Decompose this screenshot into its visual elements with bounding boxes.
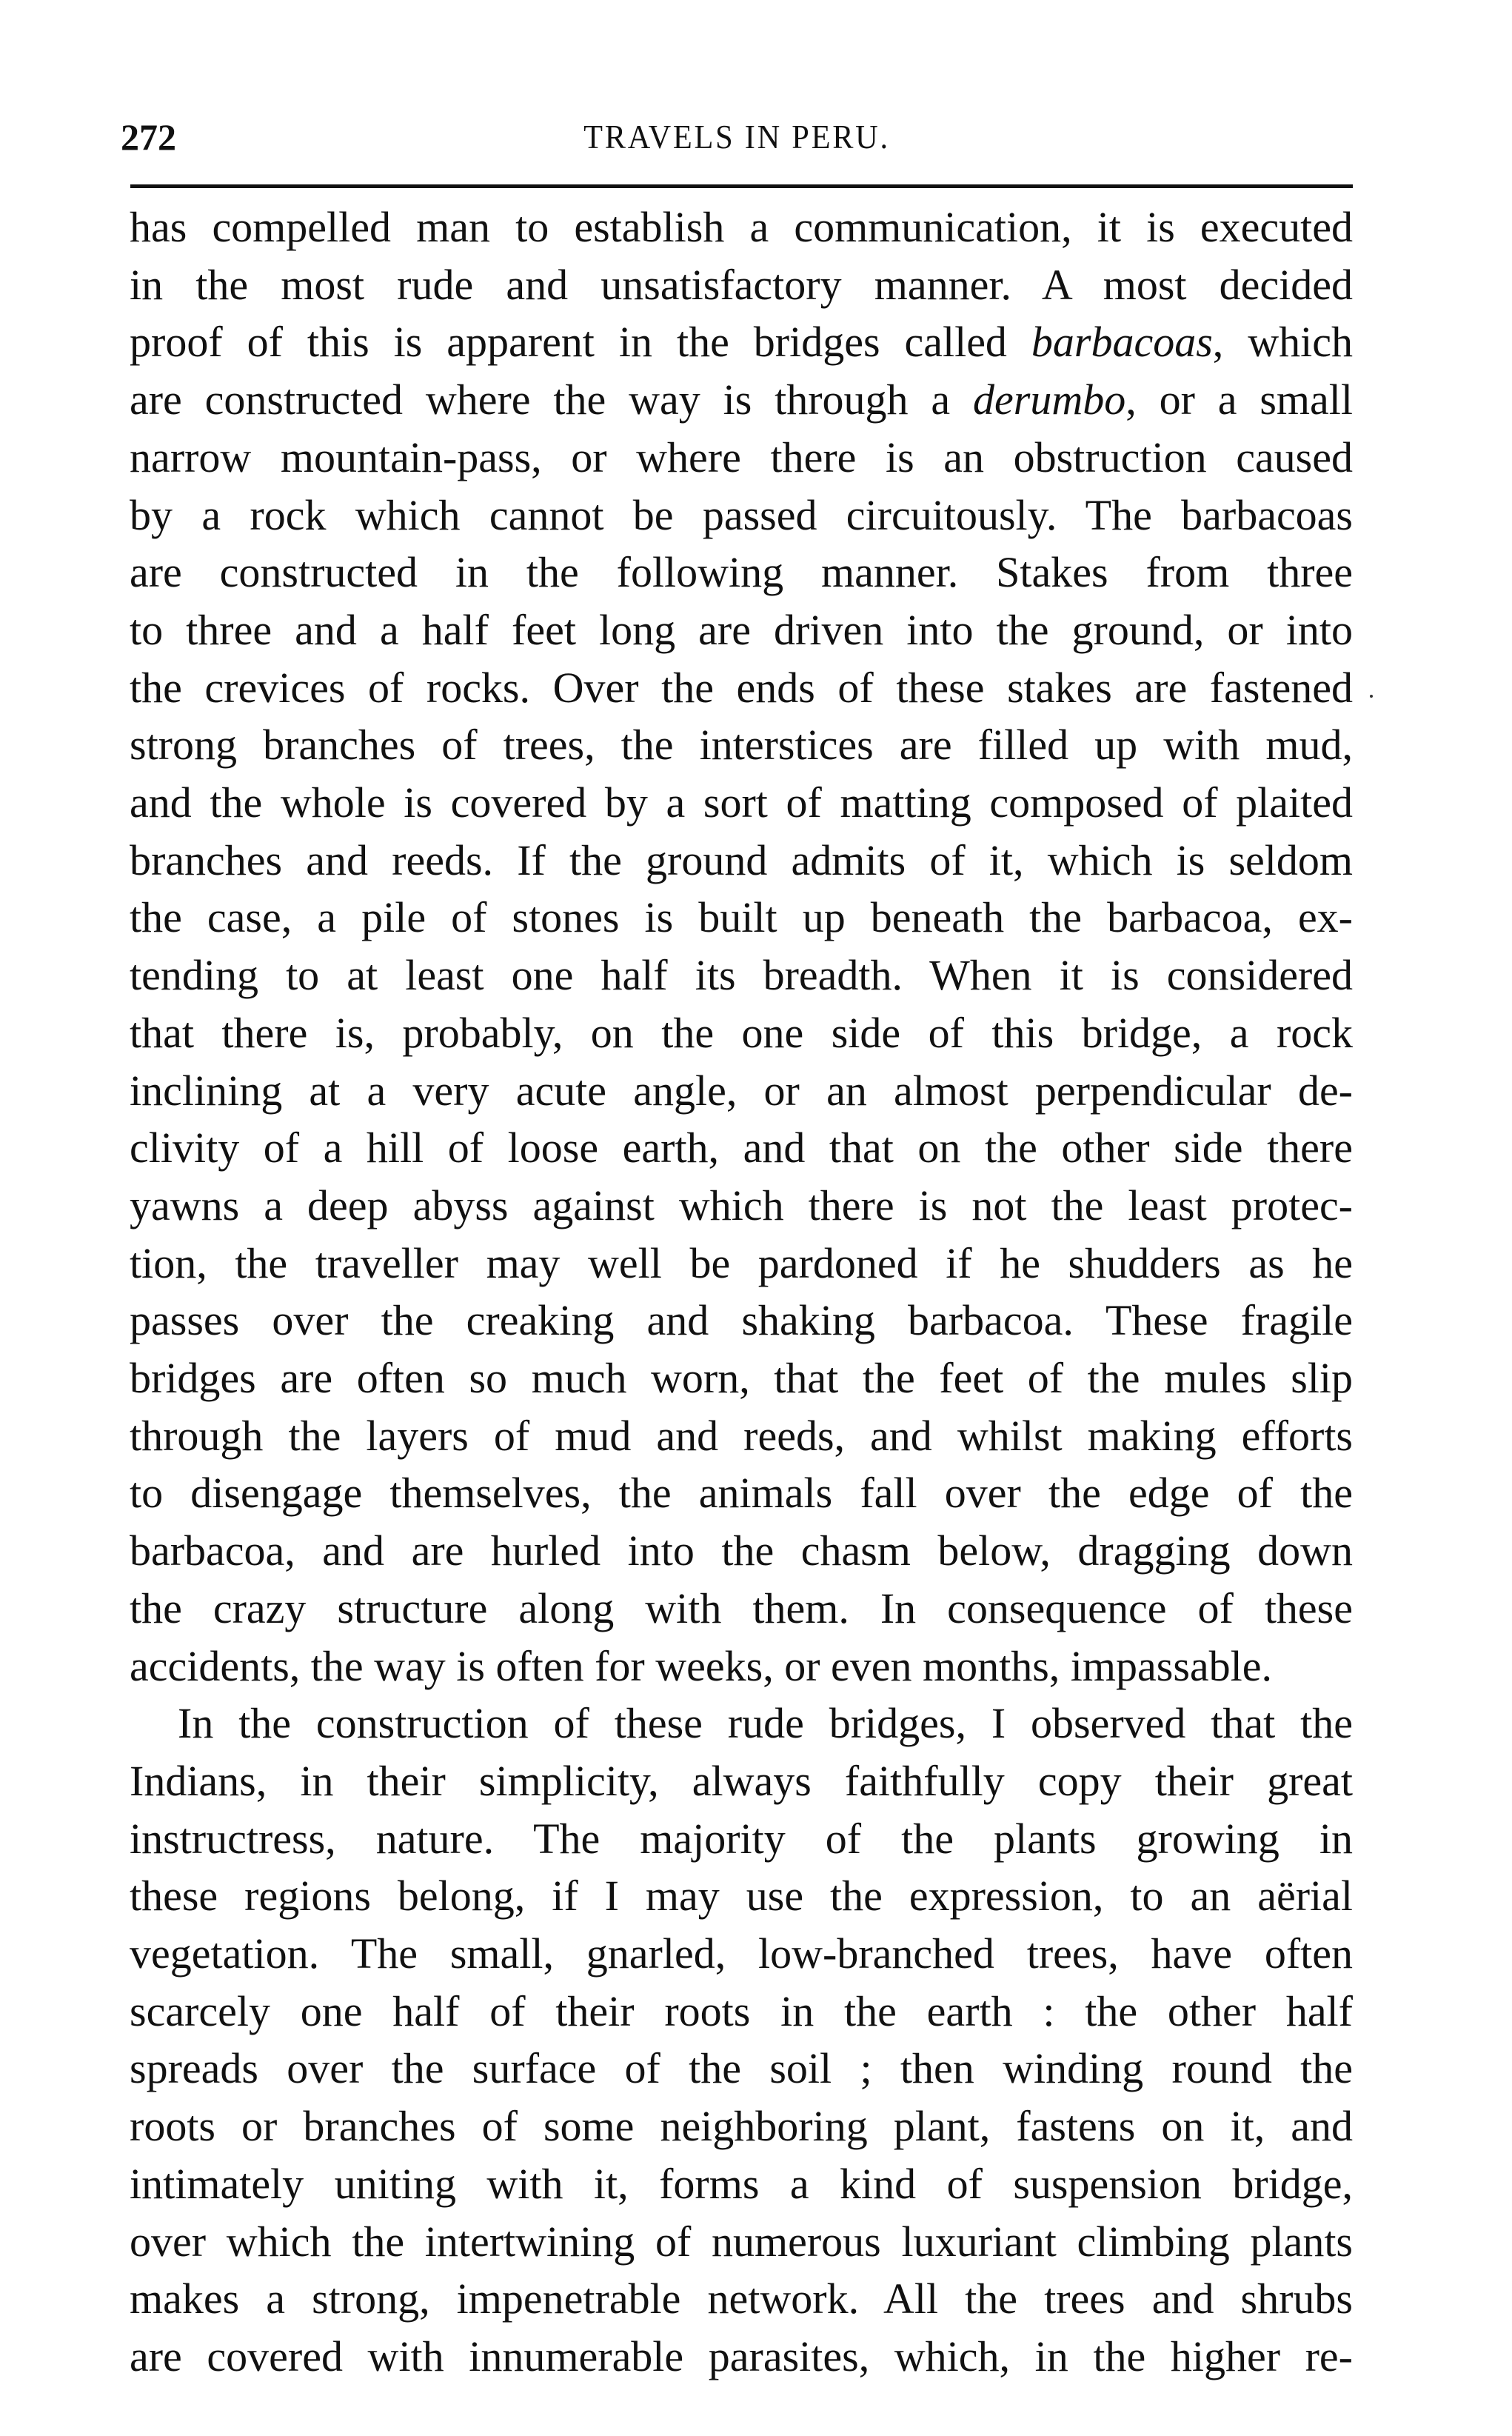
text-line [130,198,1353,256]
running-head [121,111,1353,163]
text-line [130,1810,1353,1868]
text-run: branches and reeds. If the ground admits of it, which is seldom [130,835,1353,884]
text-line [130,429,1353,487]
text-run: , or a small [1125,376,1353,424]
text-line [130,1407,1353,1465]
text-run: through the layers of mud and reeds, and whilst making efforts [130,1411,1353,1460]
text-run: are constructed in the following manner. Stakes from three [130,548,1353,597]
text-line [130,1062,1353,1120]
text-line [130,487,1353,544]
text-line [130,774,1353,832]
text-line [130,1177,1353,1235]
text-run: to three and a half feet long are driven into the ground, or into [130,605,1353,654]
text-line [130,1925,1353,1983]
italic-term: derumbo [973,376,1126,424]
text-run: has compelled man to establish a communication, it is executed [130,203,1353,251]
text-line [130,1522,1353,1580]
text-run: clivity of a hill of loose earth, and that on the other side there [130,1124,1353,1172]
text-line [130,1004,1353,1062]
text-line [130,1292,1353,1349]
text-run: roots or branches of some neighboring plant, fastens on it, and [130,2102,1353,2151]
text-line [130,1119,1353,1177]
text-run: In the construction of these rude bridges, I observed that the [178,1699,1353,1748]
page-number: 272 [121,116,176,158]
text-line [130,2098,1353,2155]
text-run: the crevices of rocks. Over the ends of these stakes are fastened [130,663,1353,712]
text-line [130,544,1353,601]
text-run: are constructed where the way is through a [130,376,974,424]
text-line [130,1235,1353,1292]
text-line [130,2270,1353,2328]
text-run: in the most rude and unsatisfactory manner. A most decided [130,260,1353,309]
text-run: tending to at least one half its breadth. When it is considered [130,951,1353,1000]
text-run: over which the intertwining of numerous luxuriant climbing plants [130,2217,1353,2266]
text-line [130,2155,1353,2213]
text-line [130,1867,1353,1925]
text-run: and the whole is covered by a sort of matting composed of plaited [130,778,1353,827]
text-line [130,601,1353,659]
text-line [130,659,1353,717]
text-run: yawns a deep abyss against which there is not the least protec- [130,1181,1353,1229]
text-run: inclining at a very acute angle, or an almost perpendicular de- [130,1066,1353,1115]
text-line [130,1752,1353,1810]
text-run: these regions belong, if I may use the expression, to an aërial [130,1872,1353,1921]
text-line [130,256,1353,314]
text-run: the crazy structure along with them. In consequence of these [130,1584,1353,1632]
text-line [130,1580,1353,1638]
running-title: TRAVELS IN PERU. [583,118,890,156]
text-line [130,1983,1353,2040]
text-line [130,1349,1353,1407]
text-run: proof of this is apparent in the bridges called [130,318,1031,367]
text-run: that there is, probably, on the one side of this bridge, a rock [130,1008,1353,1057]
text-line [130,832,1353,890]
text-line [130,2328,1353,2386]
header-rule [130,184,1353,188]
text-run: passes over the creaking and shaking barbacoa. These fragile [130,1296,1353,1345]
text-run: vegetation. The small, gnarled, low-branched trees, have often [130,1929,1353,1978]
text-run: strong branches of trees, the interstices are filled up with mud, [130,721,1353,770]
text-run: , which [1212,318,1353,367]
text-line [130,313,1353,371]
text-run: are covered with innumerable parasites, which, in the higher re- [130,2332,1353,2380]
text-run: narrow mountain-pass, or where there is an obstruction caused [130,433,1353,481]
text-line [130,1695,1353,1752]
text-line [130,1638,1353,1695]
text-run: the case, a pile of stones is built up beneath the barbacoa, ex- [130,893,1353,942]
print-speck [1370,695,1373,698]
text-line [130,1464,1353,1522]
text-run: Indians, in their simplicity, always faithfully copy their great [130,1756,1353,1805]
text-run: scarcely one half of their roots in the earth : the other half [130,1986,1353,2035]
text-run: by a rock which cannot be passed circuitously. The barbacoas [130,490,1353,539]
text-line [130,889,1353,947]
text-run: to disengage themselves, the animals fall over the edge of the [130,1469,1353,1518]
text-run: accidents, the way is often for weeks, or even months, impassable. [130,1641,1273,1690]
text-run: intimately uniting with it, forms a kind of suspension bridge, [130,2159,1353,2208]
text-run: spreads over the surface of the soil ; then winding round the [130,2044,1353,2093]
text-run: barbacoa, and are hurled into the chasm below, dragging down [130,1526,1353,1575]
text-line [130,947,1353,1004]
text-run: tion, the traveller may well be pardoned if he shudders as he [130,1238,1353,1287]
text-line [130,2040,1353,2098]
text-run: instructress, nature. The majority of the plants growing in [130,1814,1353,1863]
text-line [130,371,1353,429]
italic-term: barbacoas [1031,318,1213,367]
text-run: bridges are often so much worn, that the feet of the mules slip [130,1354,1353,1402]
text-run: makes a strong, impenetrable network. All the trees and shrubs [130,2275,1353,2323]
text-line [130,716,1353,774]
text-line [130,2213,1353,2271]
